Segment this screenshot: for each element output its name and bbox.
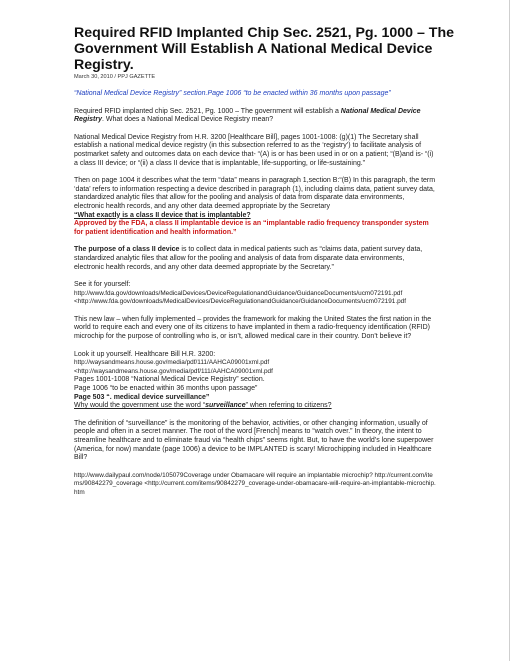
pages-line-1: Pages 1001-1008 “National Medical Device Registry” section. bbox=[74, 376, 265, 384]
intro-quote: “National Medical Device Registry” section.Page 1006 “to be enacted within 36 months upon passage” bbox=[74, 90, 391, 97]
paragraph-new-law: This new law – when fully implemented – provides the framework for making the United States the first nation in the world to require each and every one of its citizens to have implanted in them a radio-frequency identification (RFID) microchip for the purpose of controlling who is, or isn’t, allowed medical care in their country. Don’t believe it? bbox=[74, 315, 432, 341]
look-it-up-label: Look it up yourself. Healthcare Bill H.R. 3200: bbox=[74, 350, 216, 358]
pages-line-3: Page 503 “. medical device surveillance” bbox=[74, 393, 210, 401]
surveillance-question bbox=[74, 402, 332, 409]
paragraph-see-it bbox=[74, 281, 436, 307]
purpose-lead: The purpose of a class II device bbox=[74, 246, 180, 254]
class-ii-question: “What exactly is a class II device that is implantable? bbox=[74, 211, 251, 219]
data-definition-text: Then on page 1004 it describes what the term “data” means in paragraph 1,section B:“(B) In this paragraph, the term ‘data’ refers to information respecting a device described in paragraph (1), including claims data, patient survey data, standardized analytic files that allow for the pooling and analysis of data from disparate data environments, electronic health records, and any other data deemed appropriate by the Secretary bbox=[74, 177, 436, 210]
surveillance-word: surveillance bbox=[205, 402, 246, 410]
intro-text-a: Required RFID implanted chip Sec. 2521, Pg. 1000 – The government will establish a bbox=[74, 107, 341, 115]
article-meta: March 30, 2010 / PPJ GAZETTE bbox=[74, 74, 156, 80]
paragraph-surveillance-definition: The definition of “surveillance” is the monitoring of the behavior, activities, or other changing information, usually of people and often in a secret manner. The root of the word [French] means to “watch over.” In theory, the intent to streamline healthcare and to eliminate fraud via “health chips” seems right. But, to have the world’s lone superpower (America, for now) mandate (page 1006) a device to be IMPLANTED is scary! Microchipping included in Healthcare Bill? bbox=[74, 419, 434, 462]
waysandmeans-link-1[interactable]: http://waysandmeans.house.gov/media/pdf/111/AAHCA09001xml.pdf bbox=[74, 359, 270, 367]
article-body bbox=[74, 90, 436, 507]
surveillance-question-a: Why would the government use the word “ bbox=[74, 402, 206, 410]
purpose-text: is to collect data in medical patients such as “claims data, patient survey data, standardized analytic files that allow for the pooling and analysis of data from disparate data environments, electronic health records, and any other data deemed appropriate by the Secretary.” bbox=[74, 246, 423, 271]
see-it-label: See it for yourself: bbox=[74, 281, 131, 289]
paragraph-registry: National Medical Device Registry from H.R. 3200 [Healthcare Bill], pages 1001-1008: (g)(1) The Secretary shall establish a national medical device registry (in this subsection referred to as the ‘registry’) to facilitate analysis of postmarket safety and outcomes data on each device that- “(A) is or has been used in or on a patient; “(B)and is- “(i) a class III device; or “(ii) a class II device that is implantable, life-supporting, or life-sustaining.” bbox=[74, 133, 434, 167]
article-title: Required RFID Implanted Chip Sec. 2521, Pg. 1000 – The Government Will Establish A National Medical Device Registry. bbox=[74, 25, 455, 73]
paragraph-look-it-up bbox=[74, 351, 436, 411]
intro-text-b: . What does a National Medical Device Registry mean? bbox=[102, 116, 274, 124]
surveillance-question-b: ” when referring to citizens? bbox=[245, 402, 332, 410]
paragraph-purpose bbox=[74, 246, 436, 272]
fda-highlight: Approved by the FDA, a class II implantable device is an “implantable radio frequency transponder system for patient identification and health information.” bbox=[74, 220, 429, 236]
fda-link-2[interactable]: <http://www.fda.gov/downloads/MedicalDevices/DeviceRegulationandGuidance/GuidanceDocuments/ucm072191.pdf bbox=[74, 298, 406, 306]
dailypaul-link[interactable]: http://www.dailypaul.com/node/105079Coverage under Obamacare will require an implantable microchip? http://current.com/items/90842279_coverage <http://current.com/items/90842279_coverage-under-obamacare-will-require-an-implantable-microchip.htm bbox=[74, 471, 436, 496]
fda-link-1[interactable]: http://www.fda.gov/downloads/MedicalDevices/DeviceRegulationandGuidance/GuidanceDocuments/ucm072191.pdf bbox=[74, 289, 403, 297]
pages-line-2: Page 1006 “to be enacted within 36 months upon passage” bbox=[74, 385, 258, 393]
intro-emphasis: National Medical Device Registry bbox=[74, 107, 421, 124]
paragraph-intro bbox=[74, 108, 436, 125]
paragraph-data-definition bbox=[74, 177, 436, 237]
waysandmeans-link-2[interactable]: <http://waysandmeans.house.gov/media/pdf/111/AAHCA09001xml.pdf bbox=[74, 367, 273, 375]
